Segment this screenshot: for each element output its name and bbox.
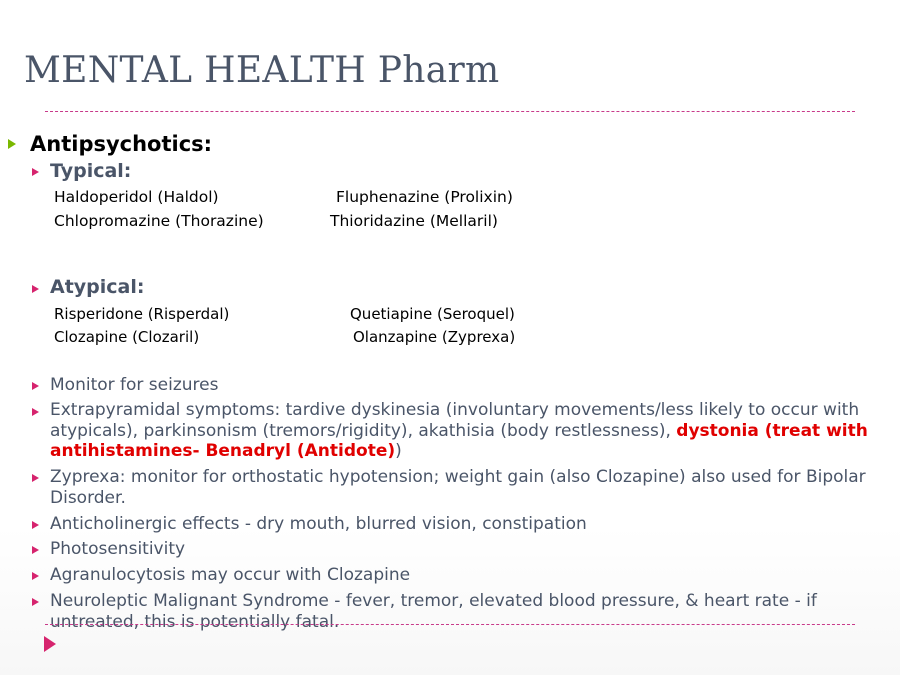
drug-item: Risperidone (Risperdal) — [54, 305, 230, 323]
arrow-bullet-icon — [32, 598, 39, 606]
heading-antipsychotics: Antipsychotics: — [30, 132, 213, 156]
atypical-label: Atypical: — [50, 276, 145, 298]
arrow-bullet-icon — [32, 408, 39, 416]
dystonia-highlight: dystonia (treat with antihistamines- Benadryl (Antidote) — [50, 420, 868, 461]
bottom-divider — [45, 624, 855, 625]
list-item-anticholinergic: Anticholinergic effects - dry mouth, blurred vision, constipation — [50, 514, 587, 534]
drug-item: Fluphenazine (Prolixin) — [336, 188, 513, 206]
drug-item: Clozapine (Clozaril) — [54, 328, 200, 346]
top-divider — [45, 111, 855, 112]
arrow-bullet-icon — [32, 168, 39, 176]
slide-title: MENTAL HEALTH Pharm — [24, 50, 500, 91]
drug-item: Haldoperidol (Haldol) — [54, 188, 219, 206]
list-item-seizures: Monitor for seizures — [50, 375, 219, 395]
list-item-nms: Neuroleptic Malignant Syndrome - fever, tremor, elevated blood pressure, & heart rate - if untreated, this is potentially fatal. — [50, 591, 817, 632]
arrow-bullet-icon — [32, 521, 39, 529]
typical-label: Typical: — [50, 160, 132, 182]
arrow-bullet-icon — [32, 546, 39, 554]
list-item-photosensitivity: Photosensitivity — [50, 539, 186, 559]
list-item-zyprexa: Zyprexa: monitor for orthostatic hypotension; weight gain (also Clozapine) also used for Bipolar Disorder. — [50, 467, 866, 508]
arrow-bullet-icon — [32, 382, 39, 390]
drug-item: Quetiapine (Seroquel) — [350, 305, 515, 323]
play-arrow-icon — [44, 636, 56, 652]
drug-item: Chlopromazine (Thorazine) — [54, 212, 264, 230]
arrow-bullet-icon — [32, 285, 39, 293]
drug-item: Thioridazine (Mellaril) — [330, 212, 498, 230]
arrow-bullet-icon — [8, 139, 16, 149]
arrow-bullet-icon — [32, 474, 39, 482]
arrow-bullet-icon — [32, 572, 39, 580]
eps-close: ) — [395, 441, 402, 461]
drug-item: Olanzapine (Zyprexa) — [353, 328, 516, 346]
list-item-agranulocytosis: Agranulocytosis may occur with Clozapine — [50, 565, 411, 585]
eps-text: Extrapyramidal symptoms: tardive dyskinesia (involuntary movements/less likely to occur with atypicals), parkinsonism (tremors/rigidity), akathisia (body restlessness), — [50, 400, 860, 441]
list-item-eps — [50, 400, 880, 462]
